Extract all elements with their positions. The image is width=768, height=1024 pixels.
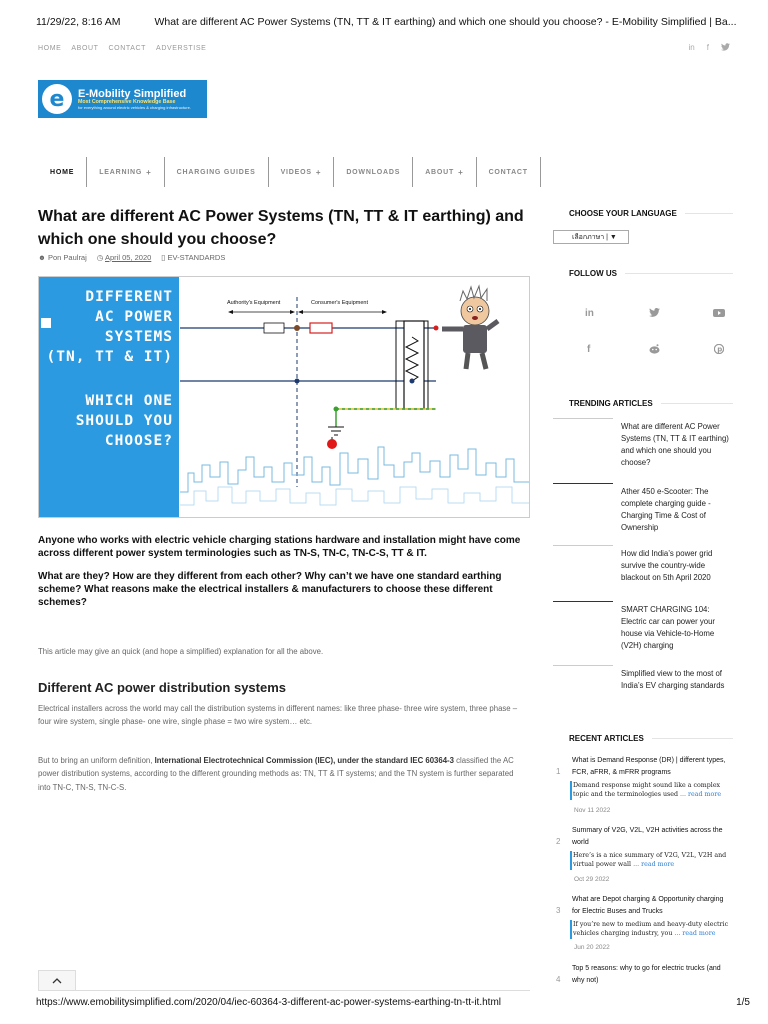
author-name[interactable]: Pon Paulraj <box>48 253 87 262</box>
follow-heading <box>569 269 733 278</box>
trending-title[interactable]: Simplified view to the most of India’s EV charging standards <box>621 669 725 691</box>
trending-thumbnail <box>553 418 613 478</box>
shocked-person-icon <box>442 286 498 369</box>
sidebar <box>553 0 733 1024</box>
language-heading-text: CHOOSE YOUR LANGUAGE <box>569 209 677 218</box>
recent-title[interactable]: What are Depot charging & Opportunity charging for Electric Buses and Trucks <box>572 896 724 915</box>
divider <box>625 273 733 274</box>
nav-item-label: LEARNING <box>99 168 143 176</box>
recent-excerpt-text: Demand response might sound like a complex topic and the terminologies used <box>573 782 721 799</box>
hero-line: DIFFERENT <box>85 289 173 305</box>
print-url: https://www.emobilitysimplified.com/2020/04/iec-60364-3-different-ac-power-systems-earthing-tn-tt-it.html <box>36 997 501 1008</box>
twitter-icon[interactable] <box>649 308 660 320</box>
section-heading: Different AC power distribution systems <box>38 680 286 695</box>
trending-title[interactable]: How did India’s power grid survive the country-wide blackout on 5th April 2020 <box>621 549 713 583</box>
logo-subtag: for everything around electric vehicles & charging infrastructure. <box>78 104 191 110</box>
recent-date: Jun 20 2022 <box>574 944 610 951</box>
category-meta <box>161 253 225 262</box>
print-footer <box>36 997 750 1008</box>
nav-item-about[interactable] <box>413 157 476 187</box>
body-paragraph-1: Electrical installers across the world may call the distribution systems in different names: like three phase- three wire system, three phase – four wire system, single phase- one wire, single phase = two wire system… etc. <box>38 704 518 727</box>
consumer-equipment-label: Consumer's Equipment <box>311 300 368 306</box>
folder-icon: ▯ <box>161 253 166 262</box>
top-link-contact[interactable]: CONTACT <box>108 44 147 52</box>
authority-equipment-label: Authority's Equipment <box>227 300 281 306</box>
nav-item-downloads[interactable] <box>334 157 413 187</box>
nav-item-label: CONTACT <box>488 168 528 176</box>
hero-image <box>38 276 530 518</box>
recent-date: Oct 29 2022 <box>574 876 610 883</box>
post-date[interactable]: April 05, 2020 <box>105 253 152 262</box>
earthing-diagram <box>180 277 530 517</box>
trending-heading <box>569 399 733 408</box>
top-nav-links <box>38 45 206 52</box>
excerpt-bar <box>570 920 572 939</box>
print-datetime: 11/29/22, 8:16 AM <box>36 16 121 28</box>
divider <box>661 403 733 404</box>
city-skyline <box>180 447 530 492</box>
date-meta <box>97 253 152 262</box>
body-paragraph-2-start: But to bring an uniform definition, <box>38 756 155 765</box>
language-select[interactable]: เลือกภาษา | ▼ <box>553 230 629 244</box>
clock-icon: ◷ <box>96 253 104 262</box>
trending-heading-text: TRENDING ARTICLES <box>569 399 653 408</box>
hero-line: AC POWER <box>95 309 173 325</box>
hero-line: SYSTEMS <box>104 329 173 345</box>
excerpt-bar <box>570 781 572 800</box>
article-intro <box>38 534 528 619</box>
reddit-icon[interactable] <box>649 344 660 357</box>
logo-e-icon: e <box>42 84 72 114</box>
recent-date: Nov 11 2022 <box>574 807 611 814</box>
trending-item[interactable] <box>553 483 733 543</box>
nav-item-label: HOME <box>50 168 75 176</box>
trending-item[interactable] <box>553 545 733 605</box>
trending-item[interactable] <box>553 601 733 661</box>
nav-item-home[interactable] <box>38 157 87 187</box>
read-more-link[interactable]: ... read more <box>680 791 722 799</box>
top-link-advertise[interactable]: ADVERSTISE <box>156 44 207 52</box>
nav-item-label: DOWNLOADS <box>346 168 401 176</box>
facebook-icon[interactable]: f <box>706 43 709 52</box>
nav-item-charging-guides[interactable] <box>165 157 269 187</box>
user-icon: ☻ <box>38 253 46 262</box>
hero-line: SHOULD YOU <box>75 413 173 429</box>
recent-number: 1 <box>556 767 561 776</box>
category-link[interactable]: EV-STANDARDS <box>167 253 226 262</box>
top-link-home[interactable]: HOME <box>38 44 62 52</box>
youtube-icon[interactable] <box>713 308 725 321</box>
nav-item-label: ABOUT <box>425 168 455 176</box>
recent-title[interactable]: Top 5 reasons: why to go for electric trucks (and why not) <box>572 965 721 984</box>
language-heading <box>569 209 733 218</box>
recent-excerpt-text: If you’re new to medium and heavy-duty electric vehicles charging industry, you <box>573 921 729 938</box>
trending-thumbnail <box>553 545 613 605</box>
hero-line: CHOOSE? <box>104 433 173 449</box>
print-page-number: 1/5 <box>736 997 750 1008</box>
divider <box>38 990 530 991</box>
trending-thumbnail <box>553 601 613 661</box>
hero-line: (TN, TT & IT) <box>46 349 173 365</box>
scroll-to-top-button[interactable] <box>38 970 76 990</box>
article-meta <box>38 253 225 262</box>
intro-paragraph-2: What are they? How are they different from each other? Why can’t we have one standard earthing scheme? What reasons make the electrical installers & manufacturers to choose these different schemes? <box>38 571 502 608</box>
trending-thumbnail <box>553 483 613 543</box>
excerpt-bar <box>570 851 572 870</box>
nav-item-videos[interactable] <box>269 157 335 187</box>
trending-title[interactable]: SMART CHARGING 104: Electric car can power your house via Vehicle-to-Home (V2H) charging <box>621 605 716 651</box>
logo-tagline: Most Comprehensive Knowledge Base <box>78 98 176 105</box>
recent-number: 2 <box>556 837 561 846</box>
recent-excerpt <box>573 781 733 800</box>
site-logo[interactable] <box>38 80 207 118</box>
trending-item[interactable] <box>553 665 733 725</box>
read-more-link[interactable]: ... read more <box>633 861 675 869</box>
trending-thumbnail <box>553 665 613 725</box>
article-title: What are different AC Power Systems (TN, TT & IT earthing) and which one should you choose? <box>38 208 524 249</box>
pinterest-icon[interactable] <box>714 344 724 357</box>
iec-standard-highlight: International Electrotechnical Commission (IEC), under the standard IEC 60364-3 <box>154 756 454 765</box>
recent-excerpt-text: Here’s is a nice summary of V2G, V2L, V2H and virtual power wall <box>573 852 727 869</box>
svg-text:p: p <box>717 345 723 354</box>
recent-number: 4 <box>556 975 561 984</box>
recent-excerpt <box>573 920 733 939</box>
read-more-link[interactable]: ... read more <box>674 930 716 938</box>
hero-text-panel <box>39 277 179 518</box>
main-nav <box>38 157 541 187</box>
divider <box>685 213 733 214</box>
logo-title: E-Mobility Simplified <box>78 87 187 100</box>
nav-item-label: CHARGING GUIDES <box>176 168 256 176</box>
expand-plus-icon: + <box>146 167 152 177</box>
facebook-icon[interactable]: f <box>587 344 591 355</box>
trending-title[interactable]: What are different AC Power Systems (TN, TT & IT earthing) and which one should you choose? <box>621 422 729 468</box>
expand-plus-icon: + <box>315 167 322 177</box>
divider <box>652 738 733 739</box>
recent-title[interactable]: What is Demand Response (DR) | different types, FCR, aFRR, & mFRR programs <box>572 757 726 776</box>
linkedin-icon[interactable]: in <box>688 43 695 52</box>
nav-item-label: VIDEOS <box>280 168 312 176</box>
intro-paragraph-1: Anyone who works with electric vehicle charging stations hardware and installation might have come across different power system terminologies such as TN-S, TN-C, TN-C-S, TT & IT. <box>38 535 521 559</box>
chevron-up-icon <box>52 978 62 984</box>
hero-line: WHICH ONE <box>85 393 173 409</box>
nav-item-learning[interactable] <box>87 157 164 187</box>
recent-heading-text: RECENT ARTICLES <box>569 734 644 743</box>
body-paragraph-2-end: classified the AC power distribution systems, according to the different grounding methods as: TN, TT & IT systems; and the TN system is further separated into TN-C, TN-S, TN-C-S. <box>38 756 514 792</box>
recent-title[interactable]: Summary of V2G, V2L, V2H activities across the world <box>572 827 723 846</box>
recent-excerpt <box>573 851 733 870</box>
author-meta <box>38 253 87 262</box>
print-page-title: What are different AC Power Systems (TN, TT & IT earthing) and which one should you choose? - E-Mobility Simplified | Ba... <box>154 16 737 28</box>
trending-item[interactable] <box>553 418 733 478</box>
recent-heading <box>569 734 733 743</box>
recent-number: 3 <box>556 906 561 915</box>
hero-square-mark <box>41 318 51 328</box>
follow-heading-text: FOLLOW US <box>569 269 617 278</box>
body-paragraph-2 <box>38 754 528 794</box>
expand-plus-icon: + <box>458 167 464 177</box>
trending-title[interactable]: Ather 450 e-Scooter: The complete charging guide - Charging Time & Cost of Ownership <box>621 487 711 533</box>
intro-paragraph-3: This article may give an quick (and hope a simplified) explanation for all the above. <box>38 647 324 656</box>
top-link-about[interactable]: ABOUT <box>71 44 99 52</box>
linkedin-icon[interactable]: in <box>585 308 594 319</box>
nav-item-contact[interactable] <box>477 157 541 187</box>
